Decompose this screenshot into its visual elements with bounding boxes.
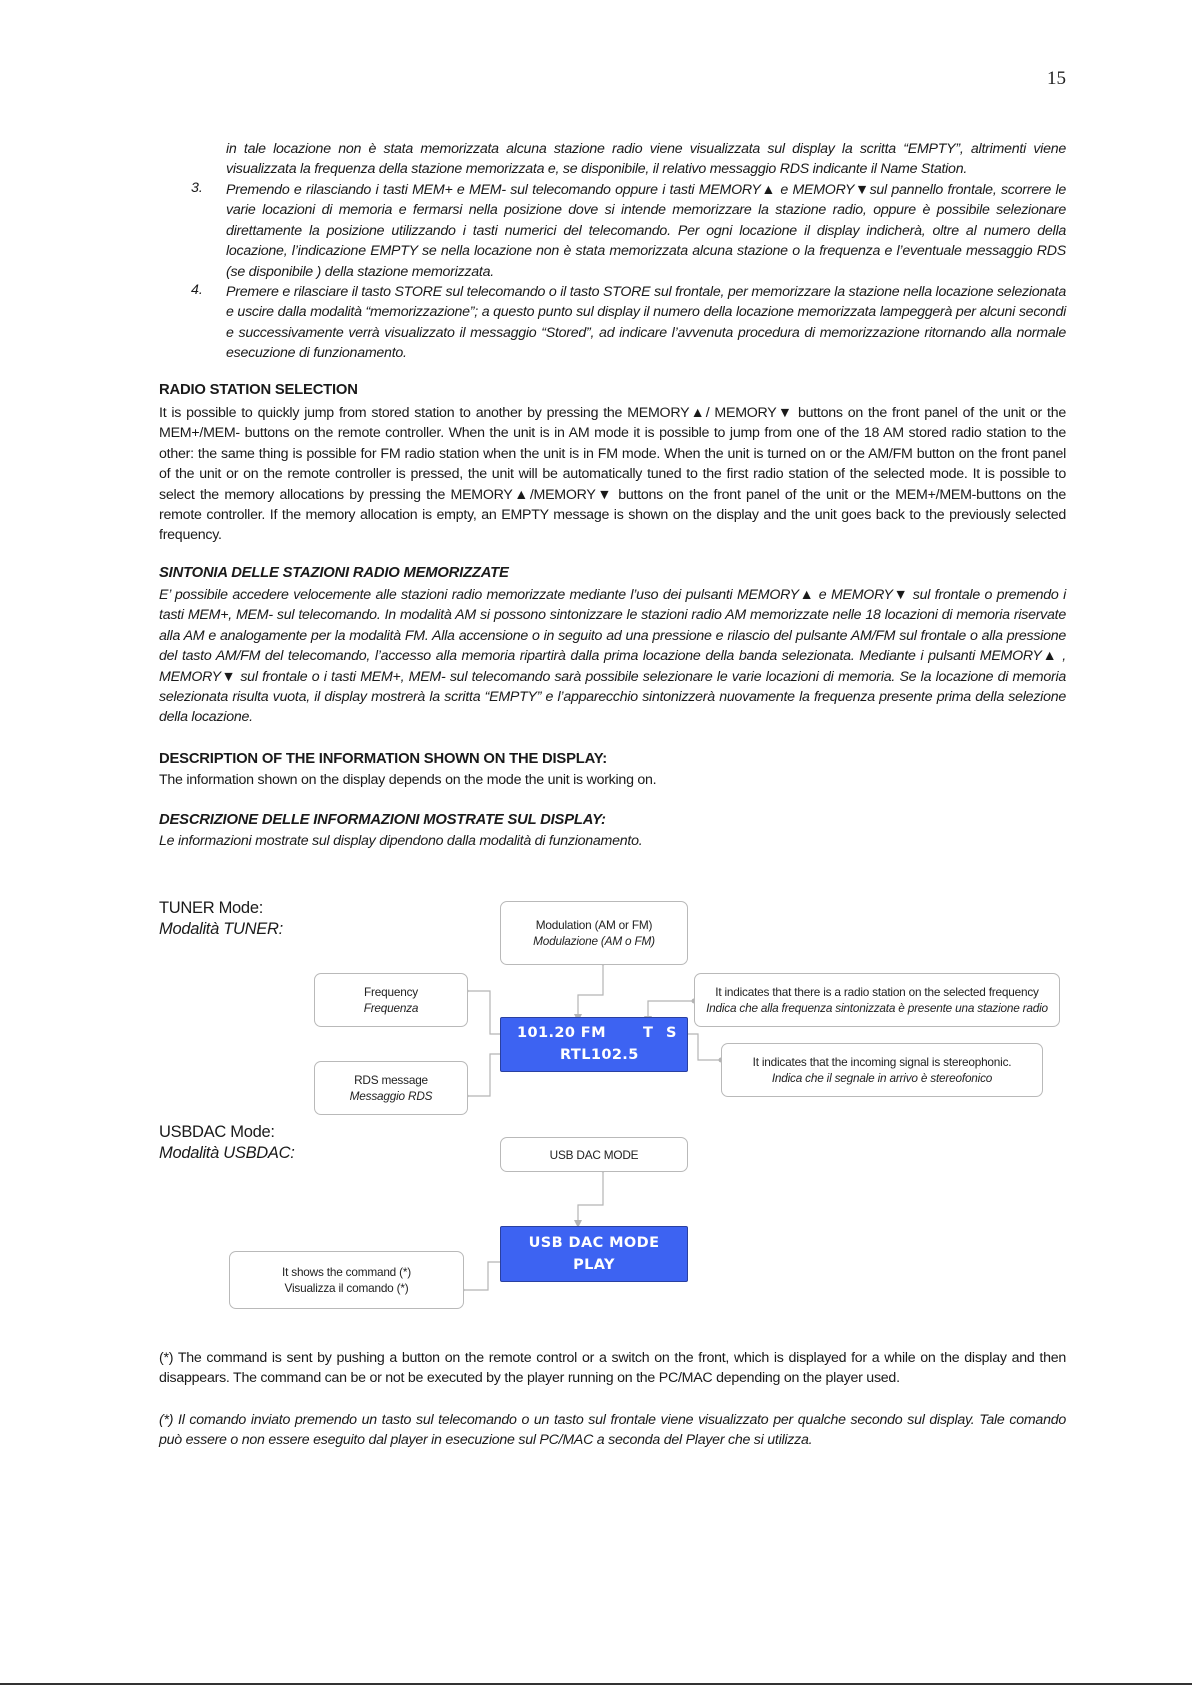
step-3-text: Premendo e rilasciando i tasti MEM+ e MEM- sul telecomando oppure i tasti MEMORY▲ e MEMORY▼sul pannello frontale, scorrere le varie locazioni di memoria e fermarsi nella posizione dove si intende memorizzare la stazione radio, oppure è possibile selezionare direttamente la posizione utilizzando i tasti numerici del telecomando. Per ogni locazione il display indicherà, oltre al numero della locazione, l’indicazione EMPTY se nella locazione non è stata memorizzata alcuna stazione o la frequenza e l’eventuale messaggio RDS (se disponibile ) della stazione memorizzata. [226, 182, 1066, 280]
station-callout-en: It indicates that there is a radio station on the selected frequency [715, 985, 1039, 999]
command-callout-it: Visualizza il comando (*) [284, 1281, 409, 1295]
radio-selection-heading: RADIO STATION SELECTION [159, 382, 358, 398]
command-callout [229, 1251, 464, 1309]
lcd-usbdac-line1: USB DAC MODE [528, 1235, 660, 1251]
step-4-text: Premere e rilasciare il tasto STORE sul telecomando o il tasto STORE sul frontale, per memorizzare la stazione nella locazione selezionata e uscire dalla modalità “memorizzazione”; a questo punto sul display il numero della locazione memorizzata lampeggerà per alcuni secondi e successivamente verrà visualizzato il messaggio “Stored”, ad indicare l’avvenuta procedura di memorizzazione ritornando alla normale esecuzione di funzionamento. [226, 284, 1066, 362]
usbdac-mode-label [159, 1122, 295, 1164]
station-callout [694, 973, 1060, 1027]
station-callout-it: Indica che alla frequenza sintonizzata è presente una stazione radio [706, 1001, 1048, 1015]
modulation-callout-en: Modulation (AM or FM) [535, 918, 653, 932]
modulation-callout [500, 901, 688, 965]
usbdac-lcd-display [500, 1226, 688, 1282]
display-description-heading-it: DESCRIZIONE DELLE INFORMAZIONI MOSTRATE SUL DISPLAY: [159, 812, 606, 828]
lcd-flags: T S [643, 1025, 681, 1041]
modulation-connector [578, 963, 603, 1017]
command-callout-en: It shows the command (*) [282, 1265, 411, 1279]
command-connector [462, 1262, 503, 1290]
display-description-body-en: The information shown on the display depends on the mode the unit is working on. [159, 772, 657, 788]
radio-selection-body: It is possible to quickly jump from stored station to another by pressing the MEMORY▲/ MEMORY▼ buttons on the front panel of the unit or the MEM+/MEM- buttons on the remote controller. When the unit is in AM mode it is possible to jump from one of the 18 AM stored radio station to the other: the same thing is possible for FM radio station when the unit is in FM mode. When the unit is turned on or the AM/FM button on the front panel of the unit or on the remote controller is pressed, the unit will be automatically tuned to the first radio station of the selected mode. It is possible to select the memory allocations by pressing the MEMORY▲/MEMORY▼ buttons on the front panel of the unit or the MEM+/MEM-buttons on the remote controller. If the memory allocation is empty, an EMPTY message is shown on the display and the unit goes back to the previously selected frequency. [159, 405, 1066, 544]
usbdac-connector [578, 1170, 603, 1224]
rds-connector [466, 1054, 503, 1096]
tuner-mode-label-en: TUNER Mode: [159, 899, 263, 917]
rds-callout-it: Messaggio RDS [349, 1089, 433, 1103]
usbdac-mode-callout [500, 1137, 688, 1172]
step-number-3: 3. [191, 180, 203, 196]
page-number: 15 [1047, 68, 1066, 89]
rds-callout [314, 1061, 468, 1115]
stereo-callout [721, 1043, 1043, 1097]
footnote-it: (*) Il comando inviato premendo un tasto sul telecomando o un tasto sul frontale viene visualizzato per qualche secondo sul display. Tale comando può essere o non essere eseguito dal player in esecuzione sul PC/MAC a seconda del Player che si utilizza. [159, 1412, 1066, 1449]
tuner-lcd-display [500, 1017, 688, 1072]
lcd-frequency: 101.20 FM [517, 1025, 606, 1041]
lcd-usbdac-line2: PLAY [573, 1257, 615, 1273]
stereo-callout-it: Indica che il segnale in arrivo è stereofonico [771, 1071, 993, 1085]
tuner-mode-label-it: Modalità TUNER: [159, 920, 283, 938]
display-description-body-it: Le informazioni mostrate sul display dipendono dalla modalità di funzionamento. [159, 833, 643, 849]
usbdac-mode-callout-en: USB DAC MODE [549, 1147, 639, 1162]
stereo-callout-en: It indicates that the incoming signal is stereophonic. [752, 1055, 1012, 1069]
rds-callout-en: RDS message [354, 1073, 428, 1087]
frequency-callout-en: Frequency [364, 985, 418, 999]
step-number-4: 4. [191, 282, 203, 298]
modulation-callout-it: Modulazione (AM o FM) [533, 934, 655, 948]
frequency-callout [314, 973, 468, 1027]
usbdac-mode-label-en: USBDAC Mode: [159, 1123, 275, 1141]
lcd-rds: RTL102.5 [560, 1047, 639, 1063]
intro-paragraph: in tale locazione non è stata memorizzata alcuna stazione radio viene visualizzata sul display la scritta “EMPTY”, altrimenti viene visualizzata la frequenza della stazione memorizzata e, se disponibile, il relativo messaggio RDS indicante il Name Station. [226, 141, 1066, 178]
sintonia-heading: SINTONIA DELLE STAZIONI RADIO MEMORIZZATE [159, 565, 509, 581]
usbdac-mode-label-it: Modalità USBDAC: [159, 1144, 295, 1162]
sintonia-body: E’ possibile accedere velocemente alle stazioni radio memorizzate mediante l’uso dei pulsanti MEMORY▲ e MEMORY▼ sul frontale o premendo i tasti MEM+, MEM- sul telecomando. In modalità AM si possono sintonizzare le stazioni radio AM memorizzate nelle 18 locazioni di memoria riservate alla AM e analogamente per la modalità FM. Alla accensione o in seguito ad una pressione e rilascio del pulsante AM/FM sul frontale o alla pressione del tasto AM/FM del telecomando, l’accesso alla memoria ripartirà dalla prima locazione della banda selezionata. Mediante i pulsanti MEMORY▲ , MEMORY▼ sul frontale o i tasti MEM+, MEM- sul telecomando sarà possibile selezionare le varie locazioni di memoria. Se la locazione di memoria selezionata risulta vuota, il display mostrerà la scritta “EMPTY” e l’apparecchio sintonizzerà nuovamente la frequenza presente prima della selezione della locazione. [159, 587, 1066, 726]
footnote-en: (*) The command is sent by pushing a button on the remote control or a switch on the front, which is displayed for a while on the display and then disappears. The command can be or not be executed by the player running on the PC/MAC depending on the player used. [159, 1350, 1066, 1387]
frequency-callout-it: Frequenza [363, 1001, 419, 1015]
display-description-heading-en: DESCRIPTION OF THE INFORMATION SHOWN ON THE DISPLAY: [159, 751, 608, 767]
frequency-connector [466, 991, 503, 1034]
